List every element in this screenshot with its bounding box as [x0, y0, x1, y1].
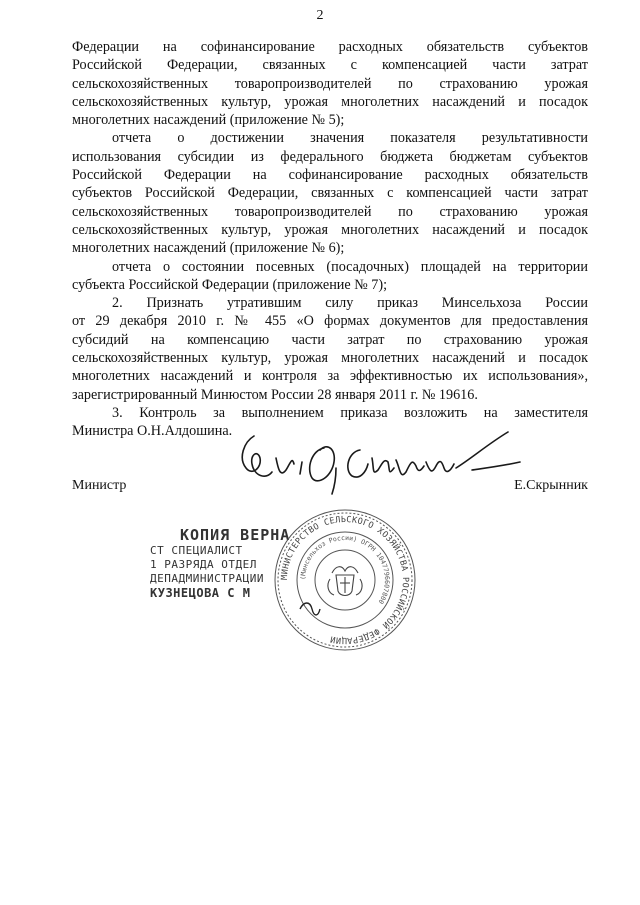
text-line: субъектов Российской Федерации, связанных с компенсацией части затрат — [72, 185, 588, 202]
text-line: субсидий на компенсацию части затрат по страхованию урожая — [72, 331, 588, 348]
page-number: 2 — [316, 8, 324, 23]
text-line: от 29 декабря 2010 г. № 455 «О формах документов для предоставления — [72, 313, 588, 330]
text-line: сельскохозяйственных культур, урожая многолетних насаждений и посадок — [72, 93, 588, 110]
text-line: многолетних насаждений (приложение № 6); — [72, 240, 345, 257]
stamp-line: СТ СПЕЦИАЛИСТ — [150, 544, 243, 557]
stamp-line: 1 РАЗРЯДА ОТДЕЛ — [150, 558, 257, 571]
text-line: 3. Контроль за выполнением приказа возложить на заместителя — [112, 404, 588, 421]
text-line: сельскохозяйственных культур, урожая многолетних насаждений и посадок — [72, 221, 588, 238]
signatory-name: Е.Скрынник — [514, 478, 588, 493]
text-line: отчета о состоянии посевных (посадочных) площадей на территории — [112, 258, 588, 275]
stamp-line: КУЗНЕЦОВА С М — [150, 586, 251, 600]
text-line: Министра О.Н.Алдошина. — [72, 423, 233, 440]
stamp-line: ДЕПАДМИНИСТРАЦИИ — [150, 572, 264, 585]
official-seal-icon — [270, 505, 420, 655]
text-line: 2. Признать утратившим силу приказ Минсельхоза России — [112, 295, 588, 312]
text-line: сельскохозяйственных товаропроизводителей по страхованию урожая — [72, 75, 588, 92]
text-line: Федерации на софинансирование расходных обязательств субъектов — [72, 39, 588, 55]
seal-inner-text: (Минсельхоз России) ОГРН 1047796607800 — [298, 533, 392, 606]
text-line: многолетних насаждений и контроля за эффективностью их использования», — [72, 368, 588, 385]
signature-block — [72, 478, 588, 498]
text-line: зарегистрированный Минюстом России 28 января 2011 г. № 19616. — [72, 386, 478, 403]
text-line: многолетних насаждений (приложение № 5); — [72, 112, 345, 129]
text-line: Российской Федерации, связанных с компенсацией части затрат — [72, 57, 588, 74]
text-line: отчета о достижении значения показателя результативности — [112, 130, 588, 147]
text-line: сельскохозяйственных товаропроизводителей по страхованию урожая — [72, 203, 588, 220]
stamp-heading: КОПИЯ ВЕРНА — [180, 526, 291, 544]
seal-ring-text: МИНИСТЕРСТВО СЕЛЬСКОГО ХОЗЯЙСТВА РОССИЙСКОЙ ФЕДЕРАЦИИ — [279, 514, 411, 646]
document-body — [72, 38, 588, 441]
text-line: субъекта Российской Федерации (приложение № 7); — [72, 276, 388, 293]
text-line: использования субсидии из федерального бюджета бюджетам субъектов — [72, 148, 588, 165]
signatory-title: Министр — [72, 478, 127, 493]
text-line: Российской Федерации на софинансирование расходных обязательств — [72, 167, 588, 184]
text-line: сельскохозяйственных культур, урожая многолетних насаждений и посадок — [72, 350, 588, 367]
